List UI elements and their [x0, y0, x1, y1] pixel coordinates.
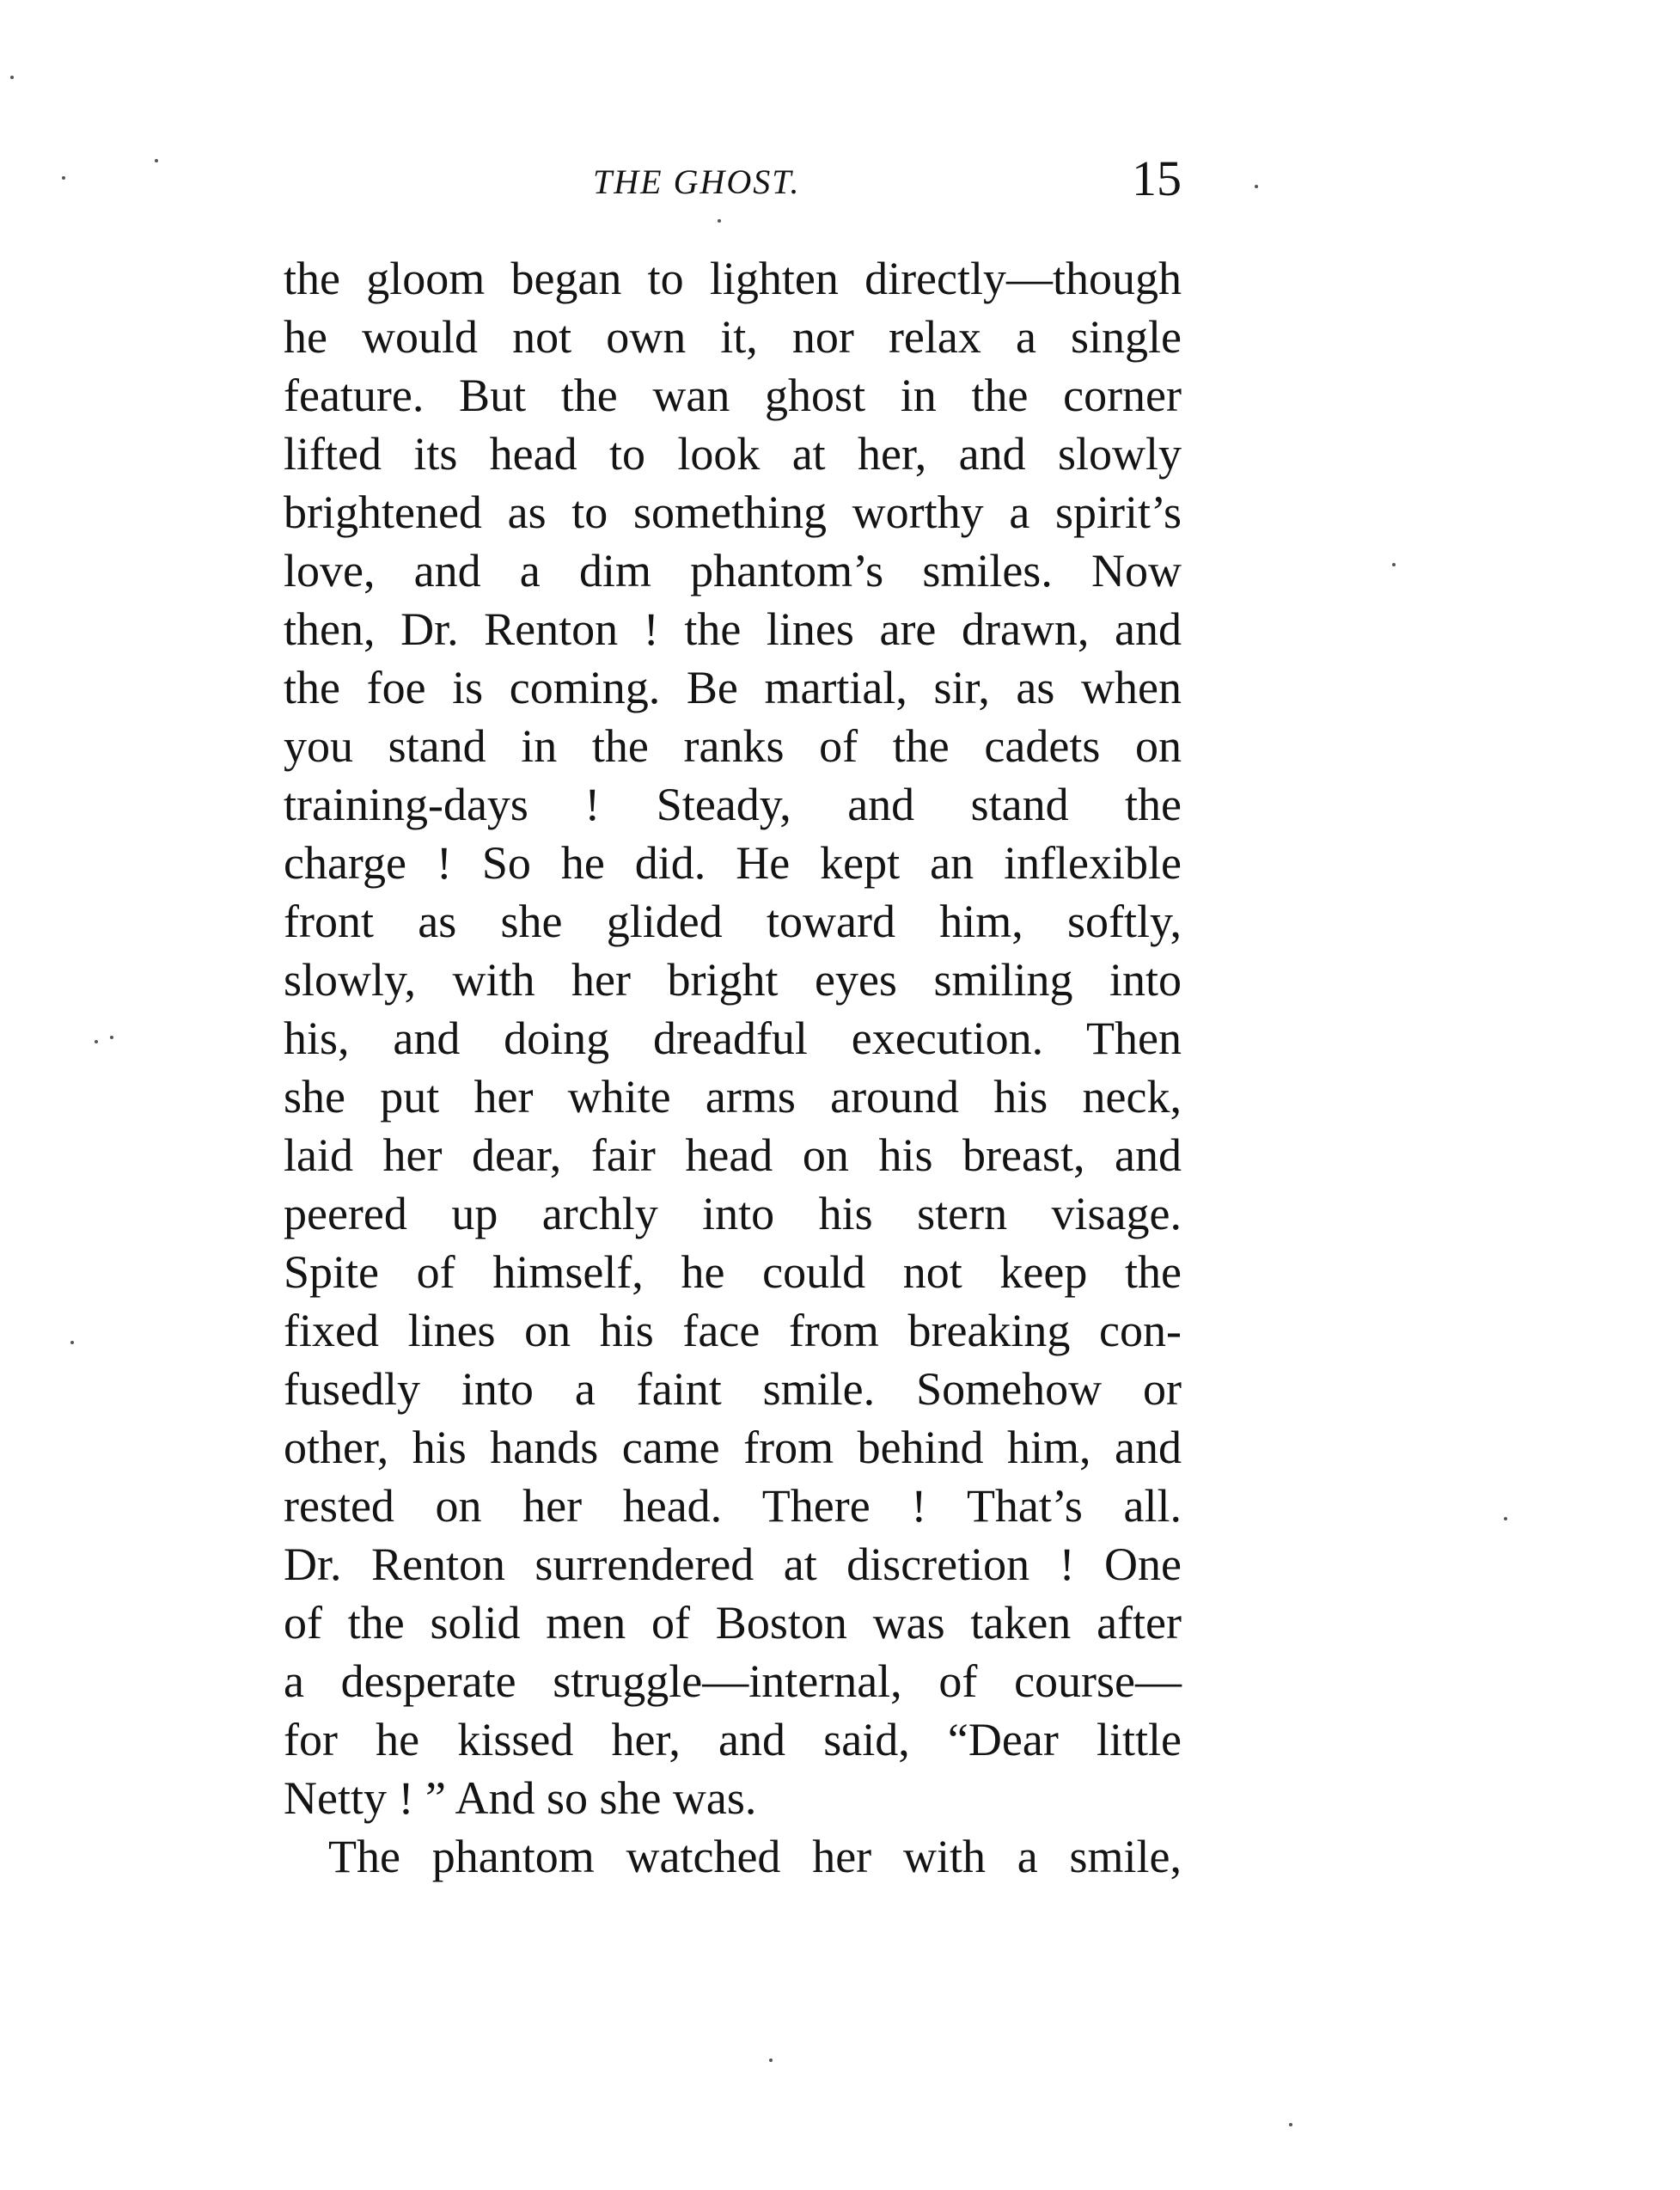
scan-speck — [1255, 185, 1258, 188]
paragraph-1 — [284, 249, 1182, 1827]
text-line: Dr. Renton surrendered at discretion ! One — [284, 1539, 1182, 1590]
text-line: slowly, with her bright eyes smiling into — [284, 954, 1182, 1006]
text-line: brightened as to something worthy a spirit’s — [284, 486, 1182, 538]
page-number: 15 — [1132, 150, 1182, 206]
scan-speck — [1392, 563, 1396, 566]
text-line: charge ! So he did. He kept an inflexible — [284, 837, 1182, 889]
scan-speck — [70, 1341, 74, 1344]
text-line: his, and doing dreadful execution. Then — [284, 1012, 1182, 1064]
text-line: Spite of himself, he could not keep the — [284, 1246, 1182, 1298]
text-line: front as she glided toward him, softly, — [284, 896, 1182, 947]
text-line: the foe is coming. Be martial, sir, as when — [284, 662, 1182, 713]
body-text — [284, 249, 1182, 1886]
text-line: feature. But the wan ghost in the corner — [284, 370, 1182, 421]
text-line: you stand in the ranks of the cadets on — [284, 720, 1182, 772]
text-line: rested on her head. There ! That’s all. — [284, 1480, 1182, 1532]
scan-speck — [110, 1036, 113, 1039]
scan-speck — [62, 176, 65, 180]
scan-speck — [155, 159, 158, 162]
text-line: a desperate struggle—internal, of course— — [284, 1655, 1182, 1707]
text-line: Netty ! ” And so she was. — [284, 1772, 757, 1824]
text-line: she put her white arms around his neck, — [284, 1071, 1182, 1123]
scan-speck — [718, 219, 721, 223]
running-head — [284, 150, 1182, 215]
text-line: the gloom began to lighten directly—though — [284, 253, 1182, 304]
text-line: then, Dr. Renton ! the lines are drawn, and — [284, 603, 1182, 655]
scan-speck — [95, 1040, 98, 1043]
text-line: of the solid men of Boston was taken after — [284, 1597, 1182, 1649]
paragraph-2 — [284, 1827, 1182, 1886]
text-line: other, his hands came from behind him, and — [284, 1422, 1182, 1473]
text-line: love, and a dim phantom’s smiles. Now — [284, 545, 1182, 596]
scan-speck — [1289, 2123, 1292, 2126]
text-line: he would not own it, nor relax a single — [284, 311, 1182, 363]
scan-speck — [769, 2058, 773, 2062]
scan-speck — [10, 76, 14, 79]
text-line: fusedly into a faint smile. Somehow or — [284, 1363, 1182, 1415]
text-line: training-days ! Steady, and stand the — [284, 779, 1182, 830]
text-line: laid her dear, fair head on his breast, and — [284, 1129, 1182, 1181]
text-line: for he kissed her, and said, “Dear little — [284, 1714, 1182, 1765]
scan-speck — [1504, 1517, 1507, 1520]
text-line: The phantom watched her with a smile, — [328, 1831, 1182, 1882]
text-line: lifted its head to look at her, and slowly — [284, 428, 1182, 480]
text-line: peered up archly into his stern visage. — [284, 1188, 1182, 1239]
text-line: fixed lines on his face from breaking con- — [284, 1305, 1182, 1356]
running-title: THE GHOST. — [593, 162, 801, 201]
